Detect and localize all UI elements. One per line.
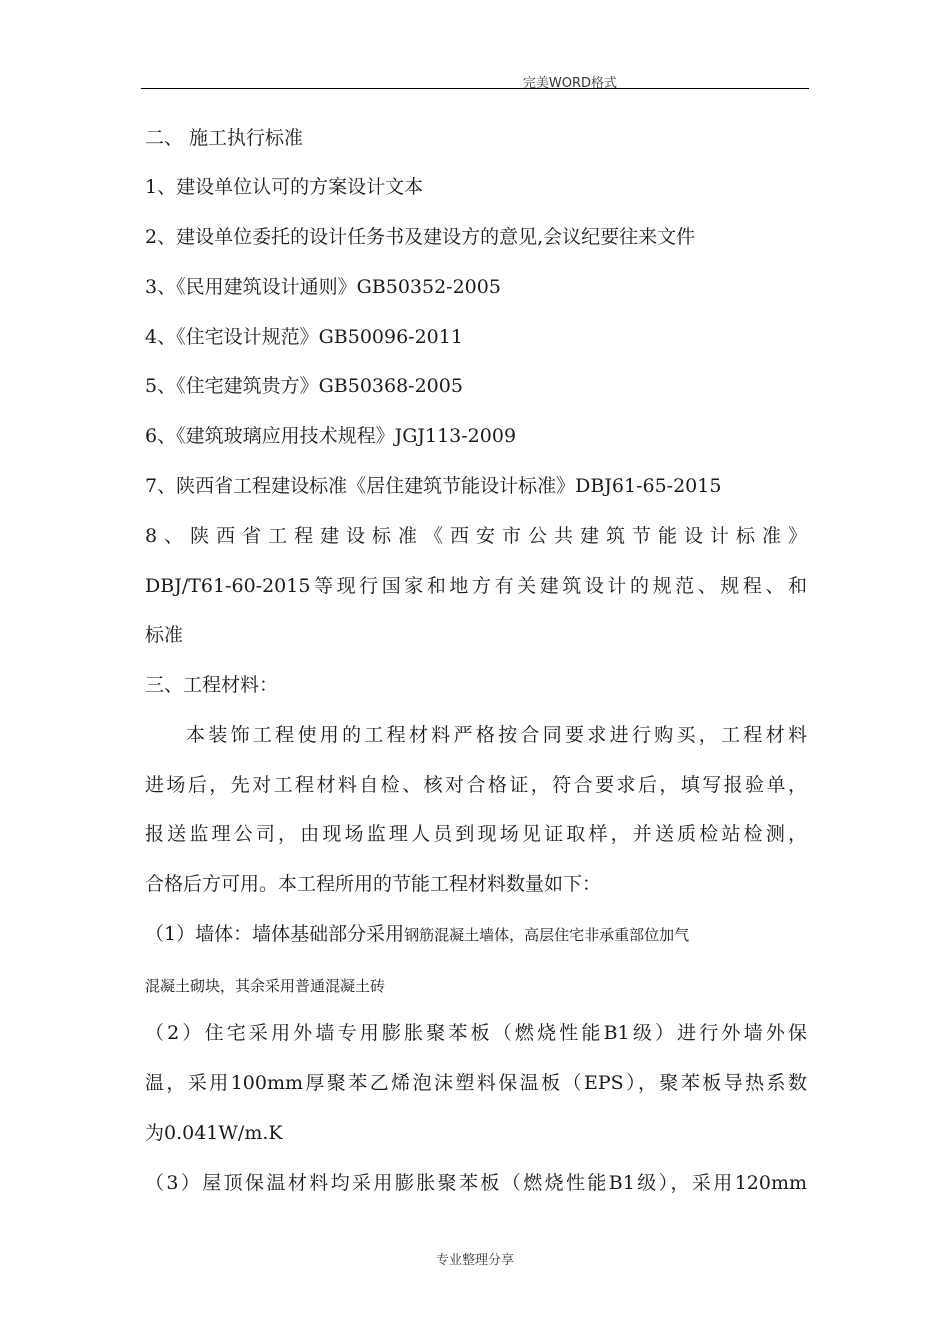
standard-item-4: 4、《住宅设计规范》GB50096-2011 <box>145 326 463 348</box>
materials-intro-line-1: 本装饰工程使用的工程材料严格按合同要求进行购买，工程材料 <box>186 724 807 746</box>
material-2-line-1: （2）住宅采用外墙专用膨胀聚苯板（燃烧性能B1级）进行外墙外保 <box>145 1022 807 1044</box>
material-2-line-2: 温，采用100mm厚聚苯乙烯泡沫塑料保温板（EPS），聚苯板导热系数 <box>145 1072 807 1094</box>
standard-item-8-line-3: 标准 <box>145 624 184 646</box>
material-1-line-1 <box>145 922 689 947</box>
material-3-line-1: （3）屋顶保温材料均采用膨胀聚苯板（燃烧性能B1级），采用120mm <box>145 1172 807 1194</box>
material-2-line-3: 为0.041W/m.K <box>145 1122 283 1144</box>
page-header: 完美WORD格式 <box>522 76 618 91</box>
section-title-standards: 二、 施工执行标准 <box>145 127 304 149</box>
section-title-materials: 三、工程材料： <box>145 674 279 696</box>
material-1-detail: 钢筋混凝土墙体，高层住宅非承重部位加气 <box>404 926 690 944</box>
material-1-lead: （1）墙体：墙体基础部分采用 <box>145 923 405 945</box>
standard-item-7: 7、陕西省工程建设标准《居住建筑节能设计标准》DBJ61-65-2015 <box>145 475 722 497</box>
standard-item-6: 6、《建筑玻璃应用技术规程》JGJ113-2009 <box>145 425 517 447</box>
materials-intro-line-2: 进场后，先对工程材料自检、核对合格证，符合要求后，填写报验单， <box>145 774 807 796</box>
standard-item-3: 3、《民用建筑设计通则》GB50352-2005 <box>145 276 501 298</box>
material-1-line-2: 混凝土砌块，其余采用普通混凝土砖 <box>145 977 386 995</box>
standard-item-8-line-1: 8、陕西省工程建设标准《西安市公共建筑节能设计标准》 <box>145 525 807 547</box>
standard-item-8-line-2: DBJ/T61-60-2015等现行国家和地方有关建筑设计的规范、规程、和 <box>145 575 807 597</box>
materials-intro-line-3: 报送监理公司，由现场监理人员到现场见证取样，并送质检站检测， <box>145 823 807 845</box>
page-footer: 专业整理分享 <box>435 1253 514 1268</box>
standard-item-1: 1、建设单位认可的方案设计文本 <box>145 176 424 198</box>
materials-intro-line-4: 合格后方可用。本工程所用的节能工程材料数量如下： <box>145 873 602 895</box>
header-rule <box>141 88 809 89</box>
standard-item-2: 2、建设单位委托的设计任务书及建设方的意见,会议纪要往来文件 <box>145 226 696 248</box>
standard-item-5: 5、《住宅建筑贵方》GB50368-2005 <box>145 375 463 397</box>
